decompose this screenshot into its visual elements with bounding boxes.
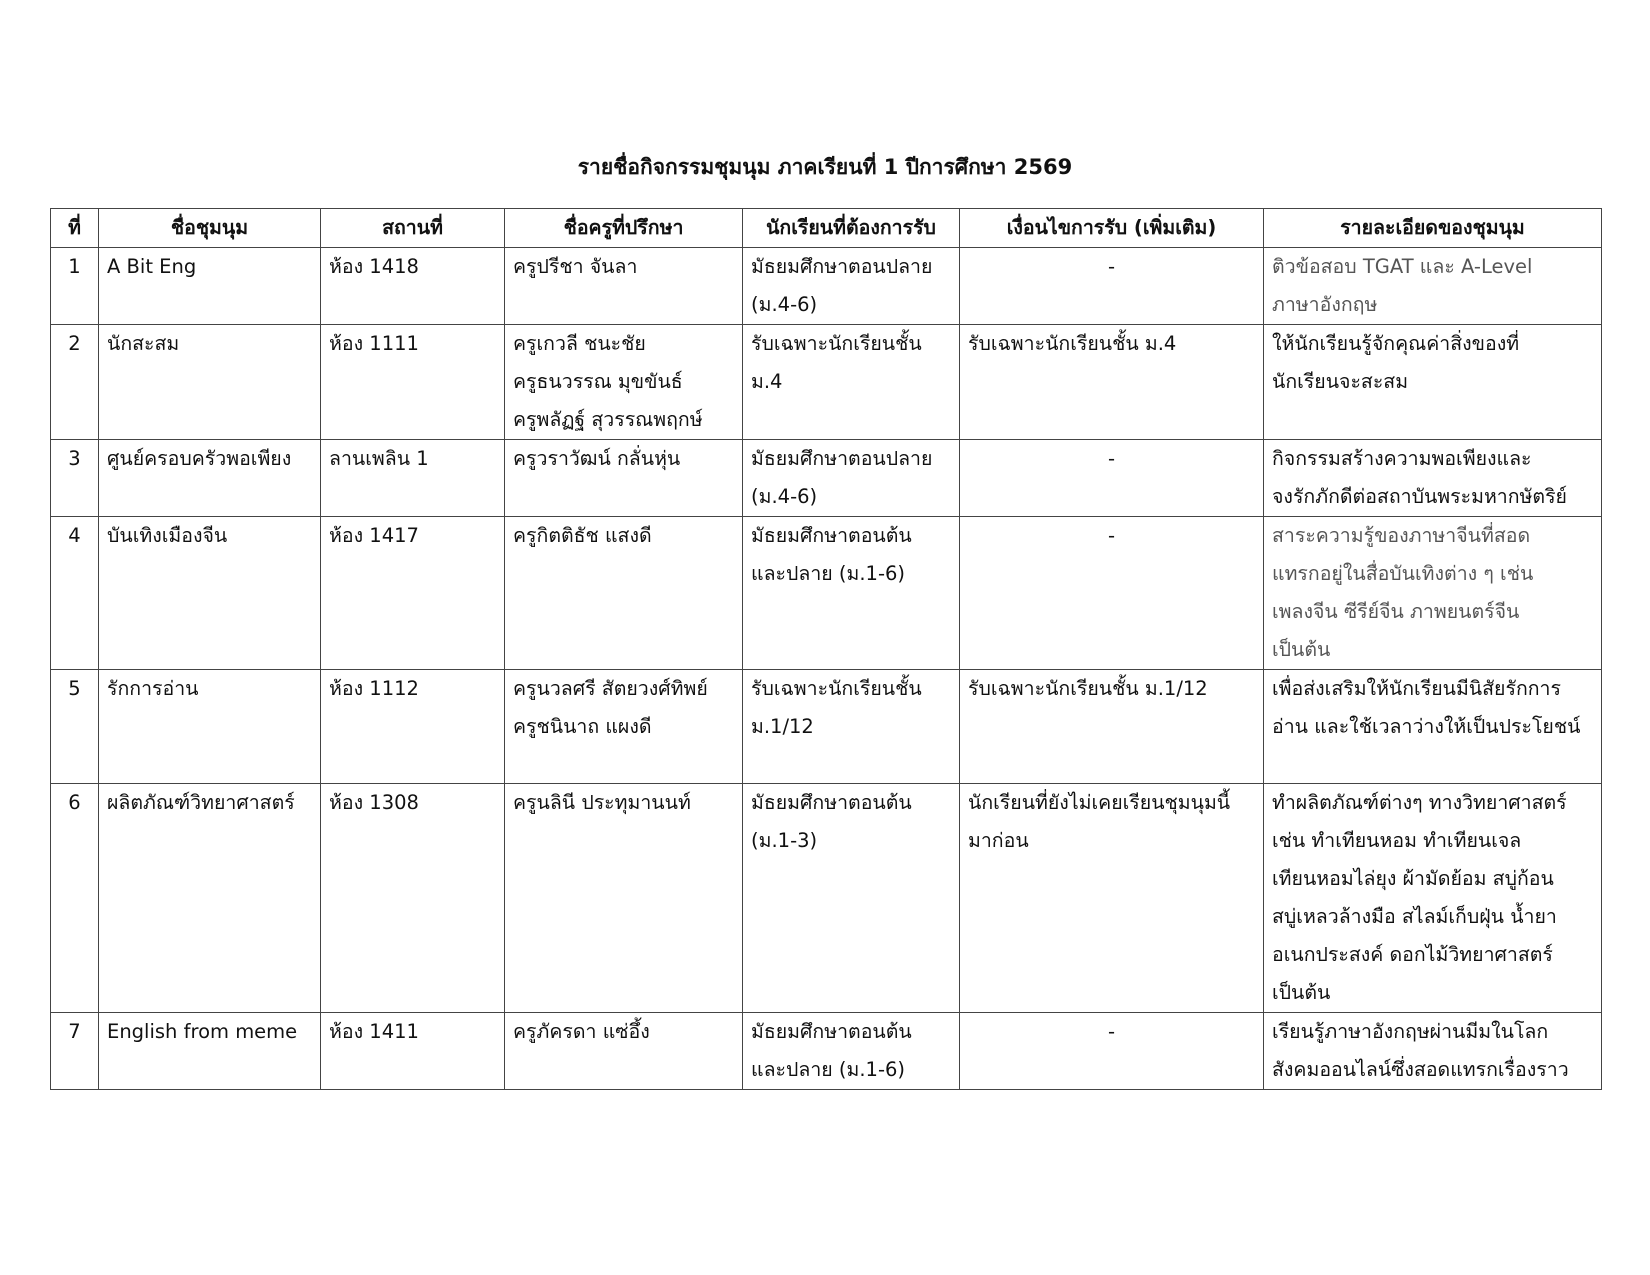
teacher-name: ครูปรีชา จันลา: [513, 255, 638, 278]
header-details: รายละเอียดของชุมนุม: [1264, 209, 1602, 248]
students-line: รับเฉพาะนักเรียนชั้น: [751, 332, 922, 355]
teacher-name: ครูเกวลี ชนะชัย: [513, 332, 646, 355]
details-line: เพลงจีน ซีรีย์จีน ภาพยนตร์จีน: [1272, 600, 1520, 623]
row-number: 5: [51, 670, 99, 784]
header-condition: เงื่อนไขการรับ (เพิ่มเติม): [960, 209, 1264, 248]
club-condition: [960, 670, 1264, 784]
row-number: 7: [51, 1013, 99, 1090]
table-row: [51, 1013, 1602, 1090]
club-condition: [960, 784, 1264, 1013]
row-number: 2: [51, 325, 99, 440]
club-teachers: [505, 1013, 743, 1090]
table-row: [51, 517, 1602, 670]
table-row: [51, 325, 1602, 440]
table-row: [51, 670, 1602, 784]
club-teachers: [505, 670, 743, 784]
details-line: สังคมออนไลน์ซึ่งสอดแทรกเรื่องราว: [1272, 1058, 1569, 1081]
club-name: English from meme: [99, 1013, 321, 1090]
details-line: ติวข้อสอบ TGAT และ A-Level: [1272, 255, 1533, 278]
club-place: ห้อง 1111: [321, 325, 505, 440]
club-details: [1264, 670, 1602, 784]
details-line: ให้นักเรียนรู้จักคุณค่าสิ่งของที่: [1272, 332, 1520, 355]
details-line: เป็นต้น: [1272, 638, 1331, 661]
details-line: อเนกประสงค์ ดอกไม้วิทยาศาสตร์: [1272, 943, 1553, 966]
teacher-name: ครูธนวรรณ มุขขันธ์: [513, 370, 683, 393]
details-line: เช่น ทำเทียนหอม ทำเทียนเจล: [1272, 829, 1522, 852]
condition-line: รับเฉพาะนักเรียนชั้น ม.1/12: [968, 677, 1208, 700]
club-details: [1264, 440, 1602, 517]
students-line: และปลาย (ม.1-6): [751, 1058, 906, 1081]
condition-line: มาก่อน: [968, 829, 1029, 852]
club-name: ผลิตภัณฑ์วิทยาศาสตร์: [99, 784, 321, 1013]
club-students: [743, 248, 960, 325]
club-place: ห้อง 1411: [321, 1013, 505, 1090]
condition-line: -: [1107, 447, 1116, 470]
club-condition: [960, 1013, 1264, 1090]
club-name: A Bit Eng: [99, 248, 321, 325]
condition-line: นักเรียนที่ยังไม่เคยเรียนชุมนุมนี้: [968, 791, 1231, 814]
details-line: เรียนรู้ภาษาอังกฤษผ่านมีมในโลก: [1272, 1020, 1549, 1043]
students-line: รับเฉพาะนักเรียนชั้น: [751, 677, 922, 700]
students-line: (ม.1-3): [751, 829, 818, 852]
club-condition: [960, 517, 1264, 670]
header-club: ชื่อชุมนุม: [99, 209, 321, 248]
teacher-name: ครูนวลศรี สัตยวงศ์ทิพย์: [513, 677, 708, 700]
details-line: สบู่เหลวล้างมือ สไลม์เก็บฝุ่น น้ำยา: [1272, 905, 1557, 928]
condition-line: -: [1107, 524, 1116, 547]
teacher-name: ครูวราวัฒน์ กลั่นหุ่น: [513, 447, 681, 470]
details-line: จงรักภักดีต่อสถาบันพระมหากษัตริย์: [1272, 485, 1567, 508]
club-details: [1264, 1013, 1602, 1090]
club-name: บันเทิงเมืองจีน: [99, 517, 321, 670]
students-line: มัธยมศึกษาตอนปลาย: [751, 255, 933, 278]
club-place: ห้อง 1417: [321, 517, 505, 670]
club-students: [743, 1013, 960, 1090]
club-table: [50, 208, 1602, 1090]
club-details: [1264, 517, 1602, 670]
details-line: นักเรียนจะสะสม: [1272, 370, 1409, 393]
details-line: แทรกอยู่ในสื่อบันเทิงต่าง ๆ เช่น: [1272, 562, 1534, 585]
club-teachers: [505, 325, 743, 440]
club-place: ลานเพลิน 1: [321, 440, 505, 517]
details-line: เทียนหอมไล่ยุง ผ้ามัดย้อม สบู่ก้อน: [1272, 867, 1554, 890]
condition-line: รับเฉพาะนักเรียนชั้น ม.4: [968, 332, 1177, 355]
club-students: [743, 517, 960, 670]
students-line: (ม.4-6): [751, 485, 818, 508]
club-name: ศูนย์ครอบครัวพอเพียง: [99, 440, 321, 517]
details-line: สาระความรู้ของภาษาจีนที่สอด: [1272, 524, 1531, 547]
club-teachers: [505, 248, 743, 325]
club-condition: [960, 440, 1264, 517]
header-no: ที่: [51, 209, 99, 248]
details-line: อ่าน และใช้เวลาว่างให้เป็นประโยชน์: [1272, 715, 1581, 738]
teacher-name: ครูนลินี ประทุมานนท์: [513, 791, 691, 814]
row-number: 3: [51, 440, 99, 517]
teacher-name: ครูกิตติธัช แสงดี: [513, 524, 652, 547]
table-header-row: [51, 209, 1602, 248]
club-teachers: [505, 784, 743, 1013]
club-name: รักการอ่าน: [99, 670, 321, 784]
row-number: 1: [51, 248, 99, 325]
teacher-name: ครูชนินาถ แผงดี: [513, 715, 652, 738]
club-place: ห้อง 1112: [321, 670, 505, 784]
details-line: ภาษาอังกฤษ: [1272, 293, 1378, 316]
details-line: เป็นต้น: [1272, 981, 1331, 1004]
row-number: 6: [51, 784, 99, 1013]
header-students: นักเรียนที่ต้องการรับ: [743, 209, 960, 248]
club-condition: [960, 325, 1264, 440]
club-place: ห้อง 1418: [321, 248, 505, 325]
teacher-name: ครูพลัฏฐ์ สุวรรณพฤกษ์: [513, 408, 703, 431]
club-details: [1264, 325, 1602, 440]
club-condition: [960, 248, 1264, 325]
students-line: มัธยมศึกษาตอนปลาย: [751, 447, 933, 470]
page-title: รายชื่อกิจกรรมชุมนุม ภาคเรียนที่ 1 ปีการศึกษา 2569: [577, 155, 1073, 179]
row-number: 4: [51, 517, 99, 670]
club-place: ห้อง 1308: [321, 784, 505, 1013]
students-line: และปลาย (ม.1-6): [751, 562, 906, 585]
club-details: [1264, 784, 1602, 1013]
students-line: มัธยมศึกษาตอนต้น: [751, 524, 912, 547]
table-row: [51, 440, 1602, 517]
club-students: [743, 440, 960, 517]
table-row: [51, 248, 1602, 325]
details-line: เพื่อส่งเสริมให้นักเรียนมีนิสัยรักการ: [1272, 677, 1561, 700]
teacher-name: ครูภัครดา แซ่อึ้ง: [513, 1020, 650, 1043]
club-students: [743, 784, 960, 1013]
club-students: [743, 670, 960, 784]
students-line: (ม.4-6): [751, 293, 818, 316]
students-line: มัธยมศึกษาตอนต้น: [751, 791, 912, 814]
details-line: กิจกรรมสร้างความพอเพียงและ: [1272, 447, 1532, 470]
club-details: [1264, 248, 1602, 325]
students-line: ม.4: [751, 370, 783, 393]
club-teachers: [505, 440, 743, 517]
details-line: ทำผลิตภัณฑ์ต่างๆ ทางวิทยาศาสตร์: [1272, 791, 1567, 814]
club-teachers: [505, 517, 743, 670]
table-row: [51, 784, 1602, 1013]
club-name: นักสะสม: [99, 325, 321, 440]
header-teacher: ชื่อครูที่ปรึกษา: [505, 209, 743, 248]
students-line: มัธยมศึกษาตอนต้น: [751, 1020, 912, 1043]
students-line: ม.1/12: [751, 715, 814, 738]
club-students: [743, 325, 960, 440]
header-place: สถานที่: [321, 209, 505, 248]
condition-line: -: [1107, 255, 1116, 278]
condition-line: -: [1107, 1020, 1116, 1043]
